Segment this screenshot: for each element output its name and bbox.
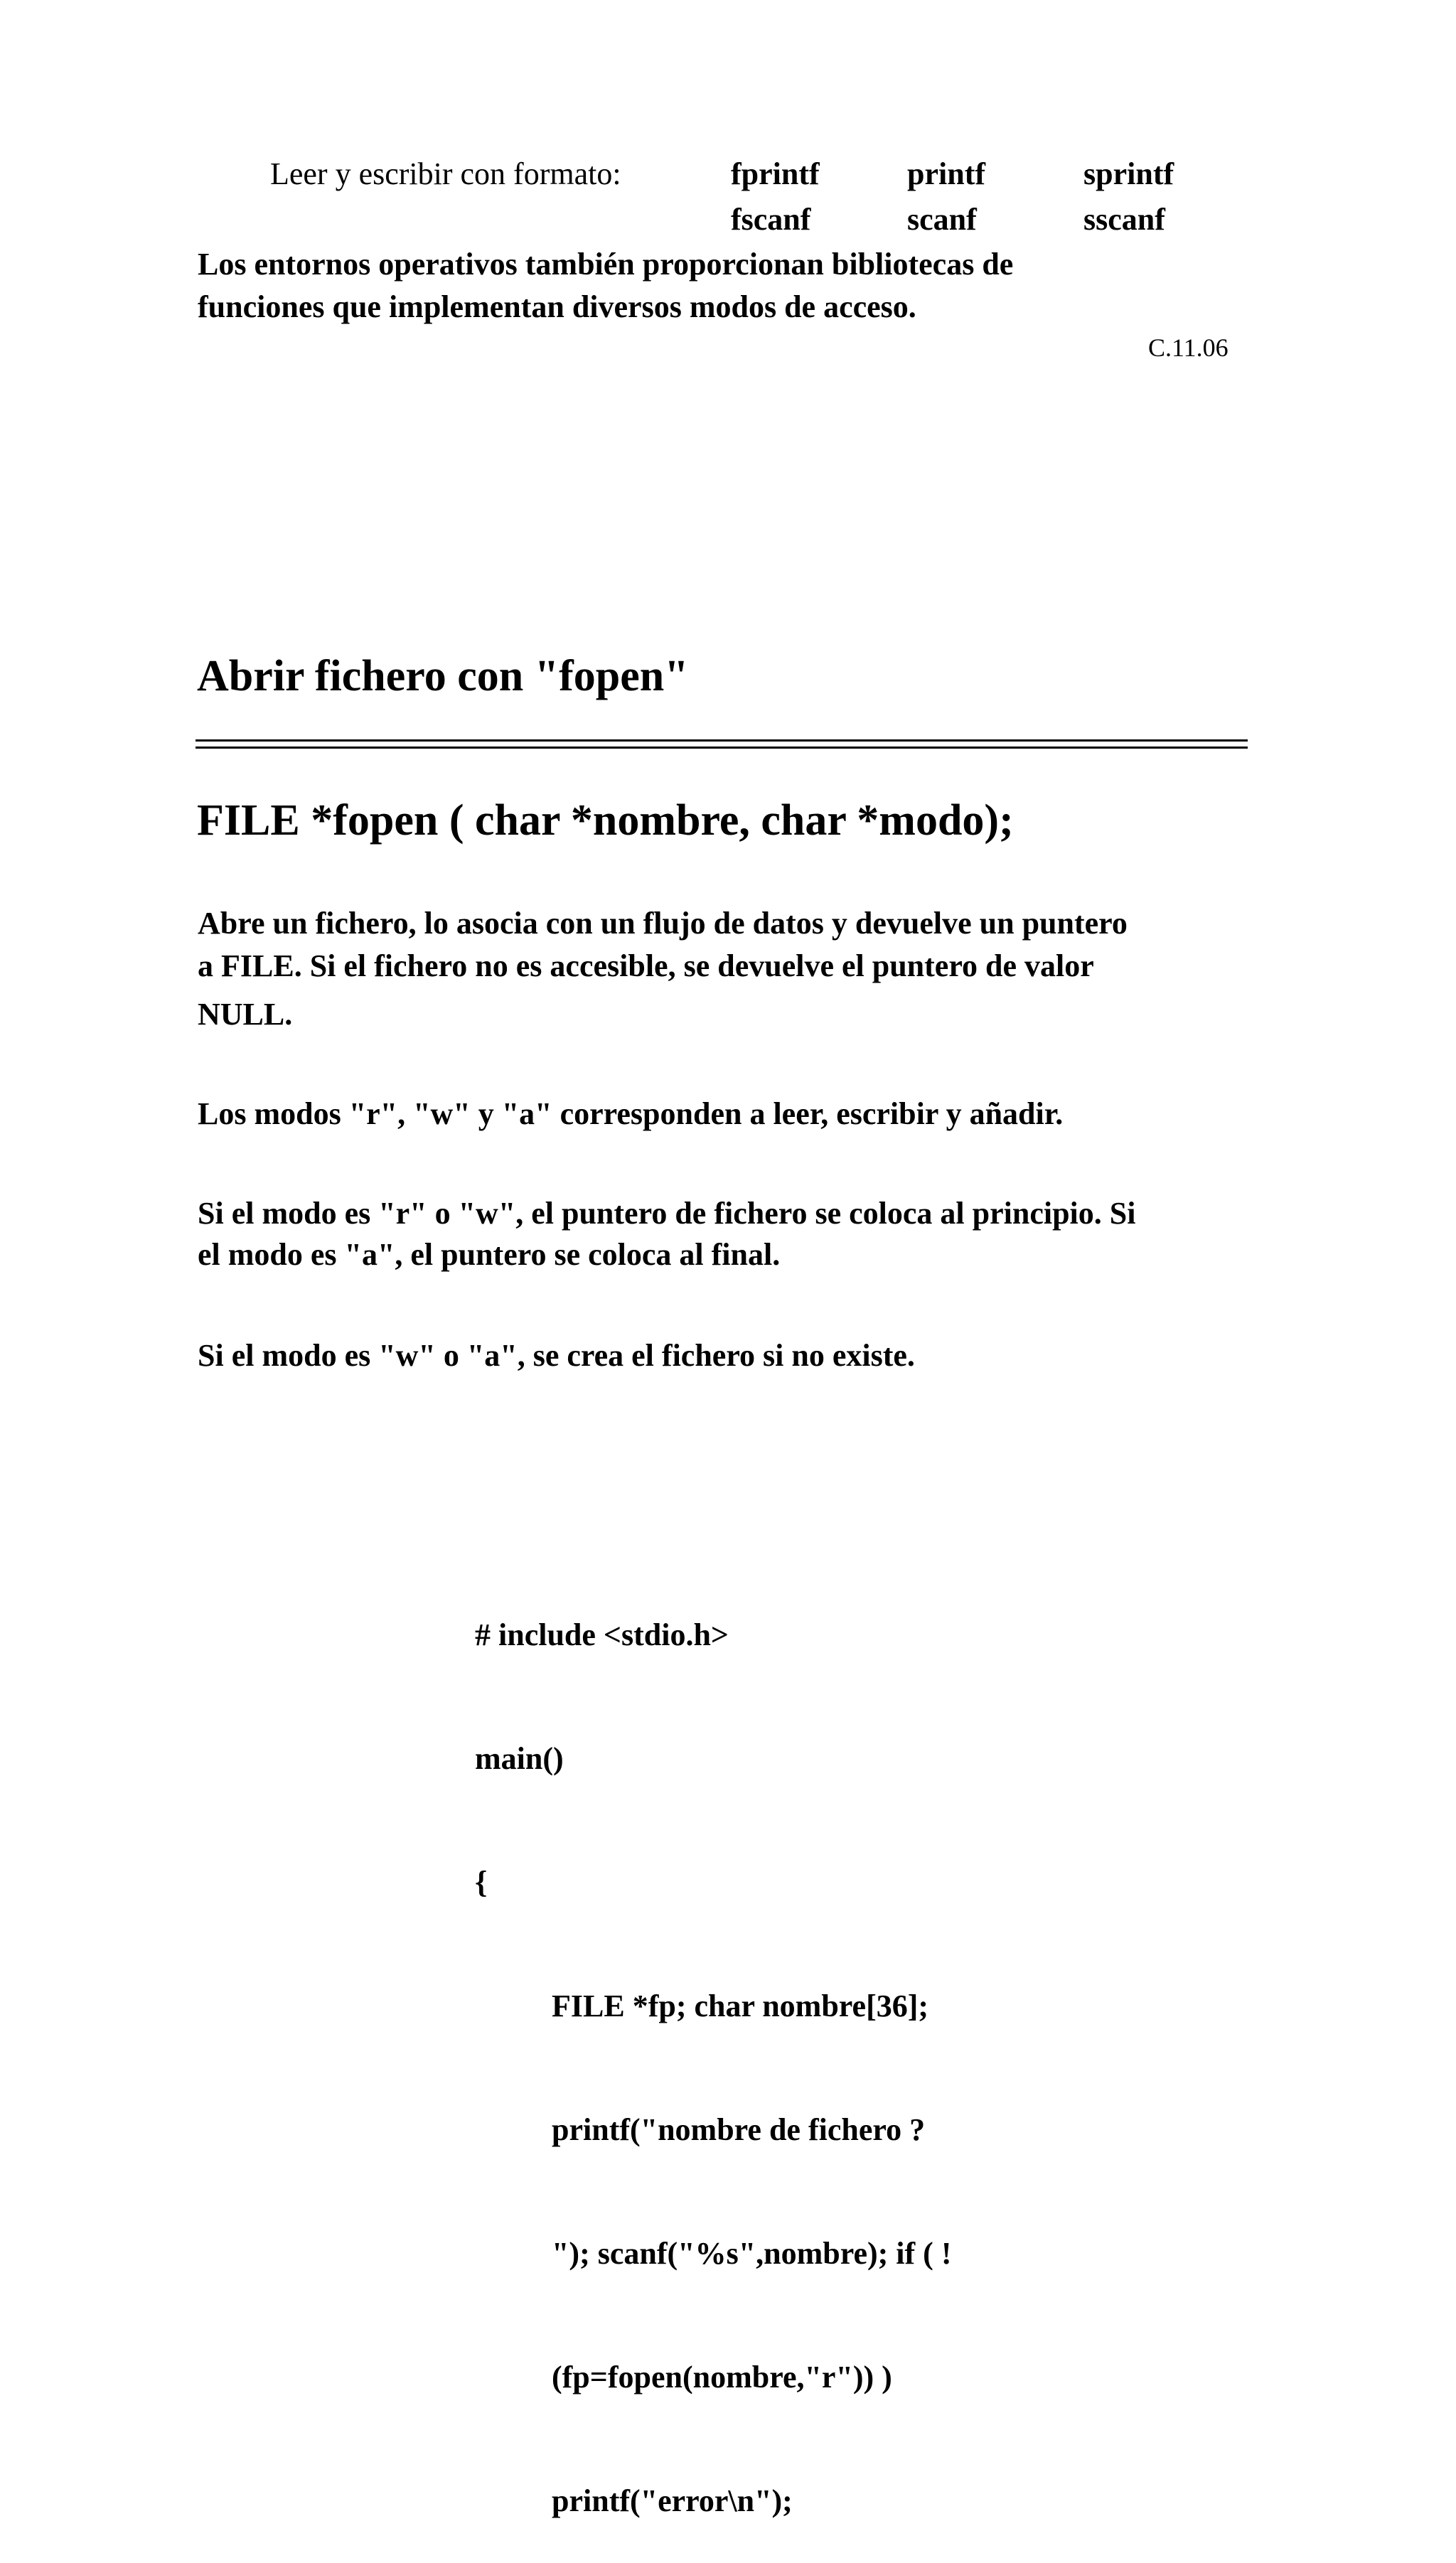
code-line: "); scanf("%s",nombre); if ( ! <box>552 2236 952 2271</box>
page-reference: C.11.06 <box>1148 333 1228 362</box>
double-rule-bottom <box>196 747 1248 749</box>
format-sscanf: sscanf <box>1083 202 1165 237</box>
code-block <box>475 1532 951 2563</box>
format-printf: printf <box>907 156 985 191</box>
code-line: printf("error\n"); <box>552 2483 793 2518</box>
paragraph-3-line-1: Si el modo es "r" o "w", el puntero de fichero se coloca al principio. Si <box>198 1196 1136 1231</box>
code-line: FILE *fp; char nombre[36]; <box>552 1989 929 2023</box>
paragraph-1-line-2: a FILE. Si el fichero no es accesible, se devuelve el puntero de valor <box>198 948 1094 983</box>
paragraph-3-line-2: el modo es "a", el puntero se coloca al final. <box>198 1237 781 1272</box>
code-line: # include <stdio.h> <box>475 1617 729 1652</box>
paragraph-1-line-1: Abre un fichero, lo asocia con un flujo de datos y devuelve un puntero <box>198 906 1128 941</box>
code-line: main() <box>475 1741 564 1776</box>
paragraph-2: Los modos "r", "w" y "a" corresponden a leer, escribir y añadir. <box>198 1096 1064 1131</box>
intro-line-1: Los entornos operativos también proporcionan bibliotecas de <box>198 247 1014 282</box>
code-line: (fp=fopen(nombre,"r")) ) <box>552 2360 892 2395</box>
double-rule-top <box>196 739 1248 742</box>
intro-line-2: funciones que implementan diversos modos de acceso. <box>198 289 916 324</box>
format-fprintf: fprintf <box>731 156 820 191</box>
function-prototype: FILE *fopen ( char *nombre, char *modo); <box>197 796 1014 845</box>
format-scanf: scanf <box>907 202 977 237</box>
format-sprintf: sprintf <box>1083 156 1174 191</box>
paragraph-4: Si el modo es "w" o "a", se crea el fichero si no existe. <box>198 1338 915 1373</box>
format-fscanf: fscanf <box>731 202 811 237</box>
section-title: Abrir fichero con "fopen" <box>197 652 689 700</box>
paragraph-1-line-3: NULL. <box>198 997 293 1032</box>
code-line: printf("nombre de fichero ? <box>552 2112 926 2147</box>
code-line: { <box>475 1865 488 1900</box>
formats-label: Leer y escribir con formato: <box>270 156 621 191</box>
